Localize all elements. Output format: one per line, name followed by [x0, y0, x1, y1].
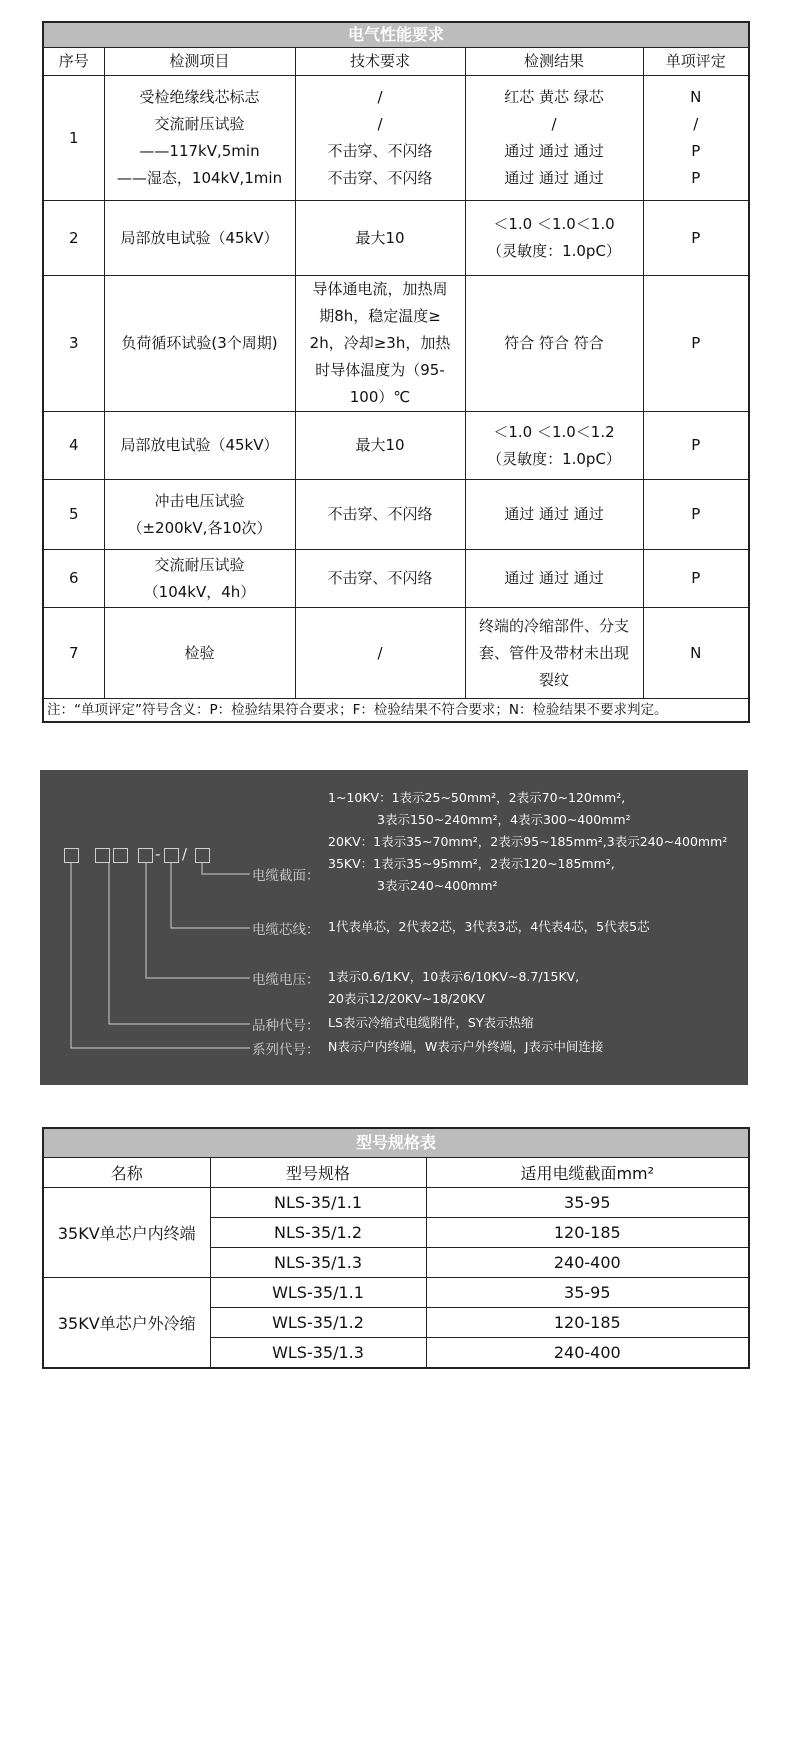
- cell-requirement: [295, 608, 465, 699]
- section-desc-line-2: 3表示150~240mm²，4表示300~400mm²: [377, 812, 631, 827]
- cell-line: 红芯 黄芯 绿芯: [504, 88, 604, 106]
- dash-separator: -: [155, 845, 161, 863]
- cell-rating: [643, 480, 749, 550]
- label-voltage: 电缆电压：: [252, 972, 320, 988]
- cell-line: 最大10: [355, 228, 405, 247]
- cell-line: 交流耐压试验: [154, 555, 245, 574]
- header-no: 序号: [43, 48, 104, 76]
- cell-line: 导体通电流，加热周: [312, 280, 448, 298]
- cell-rating: [643, 76, 749, 201]
- table-row: [43, 76, 749, 201]
- table-row: [43, 1278, 749, 1308]
- cell-line: 局部放电试验（45kV）: [120, 436, 279, 454]
- section-desc-line-1: 1~10KV：1表示25~50mm²，2表示70~120mm²,: [328, 790, 626, 805]
- cell-result: [465, 480, 643, 550]
- cell-line: 负荷循环试验(3个周期): [121, 334, 278, 352]
- header-rating: 单项评定: [643, 48, 749, 76]
- cell-model: WLS-35/1.1: [210, 1278, 426, 1308]
- variety-desc: LS表示冷缩式电缆附件，SY表示热缩: [328, 1015, 534, 1030]
- cell-line: 不击穿、不闪络: [327, 142, 433, 160]
- table-note: 注：“单项评定”符号含义：P：检验结果符合要求；F：检验结果不符合要求；N：检验结果不要求判定。: [43, 699, 749, 723]
- table-header-row: [43, 48, 749, 76]
- spec-table-title: 型号规格表: [43, 1128, 749, 1158]
- voltage-desc-line-1: 1表示0.6/1KV，10表示6/10KV~8.7/15KV,: [328, 969, 580, 984]
- cell-line: N: [690, 88, 702, 106]
- cell-line: 冲击电压试验: [154, 491, 245, 510]
- label-cores: 电缆芯线：: [252, 922, 320, 938]
- connector-series: [71, 863, 250, 1048]
- cell-product-name: 35KV单芯户外冷缩: [43, 1278, 210, 1369]
- model-designation-diagram: [40, 770, 748, 1085]
- cell-line: 不击穿、不闪络: [327, 569, 433, 587]
- table-row: [43, 480, 749, 550]
- cell-line: 终端的冷缩部件、分支: [478, 616, 629, 635]
- header-result: 检测结果: [465, 48, 643, 76]
- cell-no: 1: [43, 76, 104, 201]
- cell-no: 7: [43, 608, 104, 699]
- code-box-variety-2: [113, 848, 128, 863]
- series-desc: N表示户内终端，W表示户外终端，J表示中间连接: [328, 1039, 604, 1054]
- cell-section: 120-185: [426, 1308, 749, 1338]
- cell-model: WLS-35/1.3: [210, 1338, 426, 1369]
- cell-item: [104, 412, 295, 480]
- cell-result: [465, 550, 643, 608]
- cell-no: 5: [43, 480, 104, 550]
- code-box-cores: [164, 848, 179, 863]
- cell-item: [104, 480, 295, 550]
- code-box-variety-1: [95, 848, 110, 863]
- cell-line: 通过 通过 通过: [504, 142, 604, 160]
- cell-line: P: [691, 505, 701, 523]
- cell-result: [465, 201, 643, 276]
- cell-no: 3: [43, 276, 104, 412]
- cell-rating: [643, 201, 749, 276]
- cell-item: [104, 550, 295, 608]
- cell-line: /: [377, 643, 383, 662]
- cell-section: 35-95: [426, 1278, 749, 1308]
- cell-requirement: [295, 76, 465, 201]
- connector-variety: [109, 863, 250, 1024]
- connector-section: [202, 863, 250, 874]
- cores-desc: 1代表单芯，2代表2芯，3代表3芯，4代表4芯，5代表5芯: [328, 919, 650, 934]
- cell-line: P: [691, 436, 701, 454]
- cell-line: /: [693, 115, 699, 133]
- table-row: [43, 1188, 749, 1218]
- cell-requirement: [295, 276, 465, 412]
- table-row: [43, 276, 749, 412]
- cell-line: 不击穿、不闪络: [327, 169, 433, 187]
- label-variety: 品种代号：: [252, 1018, 320, 1034]
- cell-result: [465, 608, 643, 699]
- cell-line: 100）℃: [349, 388, 411, 406]
- cell-section: 120-185: [426, 1218, 749, 1248]
- cell-line: /: [377, 88, 383, 106]
- cell-line: 不击穿、不闪络: [327, 505, 433, 523]
- cell-requirement: [295, 550, 465, 608]
- label-section: 电缆截面：: [252, 868, 320, 884]
- label-series: 系列代号：: [252, 1042, 320, 1058]
- code-box-section: [195, 848, 210, 863]
- cell-line: （灵敏度：1.0pC）: [487, 242, 621, 260]
- code-box-series: [64, 848, 79, 863]
- cell-line: 裂纹: [538, 670, 569, 689]
- cell-requirement: [295, 412, 465, 480]
- cell-rating: [643, 276, 749, 412]
- cell-product-name: 35KV单芯户内终端: [43, 1188, 210, 1278]
- cell-line: N: [690, 643, 702, 662]
- cell-item: [104, 201, 295, 276]
- cell-line: 通过 通过 通过: [504, 569, 604, 587]
- cell-requirement: [295, 480, 465, 550]
- cell-line: P: [691, 569, 701, 587]
- cell-line: P: [691, 169, 701, 187]
- cell-rating: [643, 608, 749, 699]
- cell-line: P: [691, 142, 701, 160]
- table-title-row: [43, 22, 749, 48]
- cell-no: 6: [43, 550, 104, 608]
- section-desc-line-4: 35KV：1表示35~95mm²，2表示120~185mm²,: [328, 856, 615, 871]
- cell-model: NLS-35/1.2: [210, 1218, 426, 1248]
- cell-line: 通过 通过 通过: [504, 169, 604, 187]
- cell-line: ＜1.0 ＜1.0＜1.0: [493, 215, 615, 233]
- connector-voltage: [146, 863, 250, 978]
- table-row: [43, 201, 749, 276]
- cell-result: [465, 276, 643, 412]
- cell-line: ——湿态，104kV,1min: [116, 169, 283, 187]
- cell-line: （104kV，4h）: [143, 582, 256, 601]
- table-row: [43, 608, 749, 699]
- cell-line: ＜1.0 ＜1.0＜1.2: [493, 422, 615, 441]
- spec-table-body: [43, 1188, 749, 1369]
- cell-item: [104, 608, 295, 699]
- header-item: 检测项目: [104, 48, 295, 76]
- code-box-voltage: [138, 848, 153, 863]
- cell-line: 通过 通过 通过: [504, 505, 604, 523]
- cell-line: P: [691, 228, 701, 247]
- cell-result: [465, 76, 643, 201]
- cell-line: /: [551, 115, 557, 133]
- cell-line: 最大10: [355, 436, 405, 454]
- cell-no: 2: [43, 201, 104, 276]
- section-desc-line-5: 3表示240~400mm²: [377, 878, 498, 893]
- header-requirement: 技术要求: [295, 48, 465, 76]
- spec-table: [42, 1127, 750, 1369]
- cell-line: 期8h，稳定温度≥: [319, 307, 441, 325]
- section-desc-line-3: 20KV：1表示35~70mm²，2表示95~185mm²,3表示240~400mm²: [328, 834, 728, 849]
- table-header-row: [43, 1158, 749, 1188]
- performance-table-body: [43, 76, 749, 699]
- cell-line: P: [691, 334, 701, 352]
- header-name: 名称: [43, 1158, 210, 1188]
- cell-section: 240-400: [426, 1248, 749, 1278]
- cell-rating: [643, 550, 749, 608]
- cell-line: 时导体温度为（95-: [315, 361, 445, 379]
- cell-no: 4: [43, 412, 104, 480]
- cell-line: /: [377, 115, 383, 133]
- cell-model: NLS-35/1.1: [210, 1188, 426, 1218]
- slash-separator: /: [182, 845, 188, 863]
- cell-section: 35-95: [426, 1188, 749, 1218]
- cell-line: （±200kV,各10次）: [127, 518, 272, 537]
- cell-line: 2h，冷却≥3h，加热: [309, 334, 451, 352]
- cell-line: ——117kV,5min: [139, 142, 260, 160]
- cell-line: 受检绝缘线芯标志: [139, 88, 260, 106]
- table-row: [43, 412, 749, 480]
- cell-rating: [643, 412, 749, 480]
- cell-line: 符合 符合 符合: [504, 334, 604, 352]
- note-row: [43, 699, 749, 723]
- cell-line: 检验: [184, 643, 215, 662]
- cell-line: （灵敏度：1.0pC）: [487, 449, 621, 468]
- performance-table: [42, 21, 750, 723]
- cell-line: 套、管件及带材未出现: [478, 643, 629, 662]
- cell-item: [104, 76, 295, 201]
- header-model: 型号规格: [210, 1158, 426, 1188]
- cell-requirement: [295, 201, 465, 276]
- cell-model: NLS-35/1.3: [210, 1248, 426, 1278]
- cell-line: 交流耐压试验: [154, 115, 245, 133]
- performance-table-title: 电气性能要求: [43, 22, 749, 48]
- cell-result: [465, 412, 643, 480]
- voltage-desc-line-2: 20表示12/20KV~18/20KV: [328, 991, 485, 1006]
- table-row: [43, 550, 749, 608]
- cell-line: 局部放电试验（45kV）: [120, 228, 279, 247]
- cell-item: [104, 276, 295, 412]
- header-section: 适用电缆截面mm²: [426, 1158, 749, 1188]
- cell-model: WLS-35/1.2: [210, 1308, 426, 1338]
- table-title-row: [43, 1128, 749, 1158]
- cell-section: 240-400: [426, 1338, 749, 1369]
- connector-cores: [171, 863, 250, 928]
